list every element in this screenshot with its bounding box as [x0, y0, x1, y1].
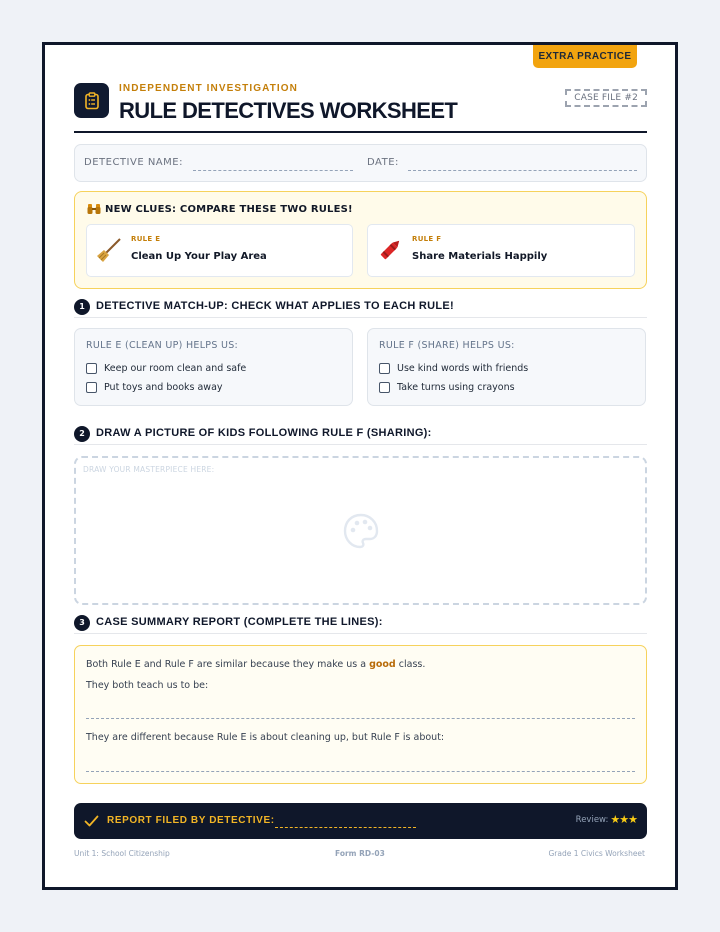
checklist-item-label: Use kind words with friends: [397, 363, 529, 374]
checkbox[interactable]: [86, 363, 97, 374]
rule-e-checklist-heading: RULE E (CLEAN UP) HELPS US:: [86, 340, 239, 351]
report-filed-label: REPORT FILED BY DETECTIVE:: [107, 815, 275, 826]
drawing-area[interactable]: [74, 456, 647, 605]
footnote-grade: Grade 1 Civics Worksheet: [548, 849, 645, 858]
answer-line-2[interactable]: [86, 771, 635, 772]
palette-icon: [342, 512, 380, 550]
date-label: DATE:: [367, 157, 399, 168]
clues-title: NEW CLUES: COMPARE THESE TWO RULES!: [105, 203, 353, 215]
rule-f-name: Share Materials Happily: [412, 251, 548, 262]
checklist-item[interactable]: [86, 363, 246, 374]
summary-line-1-start: Both Rule E and Rule F are similar because they make us a: [86, 659, 370, 670]
binoculars-icon: [87, 203, 101, 215]
broom-icon: [95, 236, 123, 264]
section-1-title: DETECTIVE MATCH-UP: CHECK WHAT APPLIES TO EACH RULE!: [96, 300, 455, 312]
worksheet-page: [42, 42, 678, 890]
report-filed-bar: [74, 803, 647, 839]
case-file-tag: CASE FILE #2: [565, 89, 647, 107]
checkbox[interactable]: [379, 382, 390, 393]
answer-line-1[interactable]: [86, 718, 635, 719]
header-kicker: INDEPENDENT INVESTIGATION: [119, 83, 298, 94]
checkmark-icon: [84, 814, 99, 828]
section-3-heading: [74, 614, 647, 634]
checklist-item-label: Put toys and books away: [104, 382, 223, 393]
section-2-title: DRAW A PICTURE OF KIDS FOLLOWING RULE F (SHARING):: [96, 427, 432, 439]
rule-e-checklist: [74, 328, 353, 406]
footnote-unit: Unit 1: School Citizenship: [74, 849, 170, 858]
crayon-icon: [376, 236, 404, 264]
rule-f-checklist: [367, 328, 646, 406]
clipboard-icon: [74, 83, 109, 118]
section-3-title: CASE SUMMARY REPORT (COMPLETE THE LINES):: [96, 616, 383, 628]
checklist-item[interactable]: [379, 363, 528, 374]
detective-signature-field[interactable]: [275, 827, 416, 828]
footnote-form: Form RD-03: [335, 849, 385, 858]
rule-f-label: RULE F: [412, 235, 442, 243]
case-summary-box: [74, 645, 647, 784]
summary-line-1-end: class.: [395, 659, 426, 670]
summary-line-1: [86, 659, 425, 670]
clues-heading: [87, 203, 353, 215]
date-field[interactable]: [408, 170, 637, 171]
detective-name-label: DETECTIVE NAME:: [84, 157, 183, 168]
rule-f-card: [367, 224, 635, 277]
page-title: RULE DETECTIVES WORKSHEET: [119, 98, 458, 123]
rule-e-name: Clean Up Your Play Area: [131, 251, 267, 262]
rule-e-card: [86, 224, 353, 277]
detective-name-field[interactable]: [193, 170, 353, 171]
worksheet-header: [74, 81, 647, 133]
checklist-item-label: Keep our room clean and safe: [104, 363, 247, 374]
name-date-bar: [74, 144, 647, 182]
section-2-heading: [74, 425, 647, 445]
checkbox[interactable]: [86, 382, 97, 393]
checklist-item-label: Take turns using crayons: [397, 382, 515, 393]
highlight-word: good: [369, 659, 396, 670]
drawing-area-label: DRAW YOUR MASTERPIECE HERE:: [83, 465, 215, 474]
section-3-number: 3: [74, 615, 90, 631]
summary-line-2: They both teach us to be:: [86, 680, 209, 691]
section-1-heading: [74, 298, 647, 318]
summary-line-3: They are different because Rule E is about cleaning up, but Rule F is about:: [86, 732, 445, 743]
review-label: Review:: [575, 814, 609, 825]
rule-f-checklist-heading: RULE F (SHARE) HELPS US:: [379, 340, 515, 351]
checklist-item[interactable]: [379, 382, 515, 393]
section-2-number: 2: [74, 426, 90, 442]
review-rating: [576, 813, 637, 826]
section-1-number: 1: [74, 299, 90, 315]
extra-practice-badge: EXTRA PRACTICE: [533, 45, 637, 68]
checklist-item[interactable]: [86, 382, 223, 393]
rule-e-label: RULE E: [131, 235, 161, 243]
checkbox[interactable]: [379, 363, 390, 374]
new-clues-box: [74, 191, 647, 289]
star-icons: ★★★: [610, 813, 637, 826]
